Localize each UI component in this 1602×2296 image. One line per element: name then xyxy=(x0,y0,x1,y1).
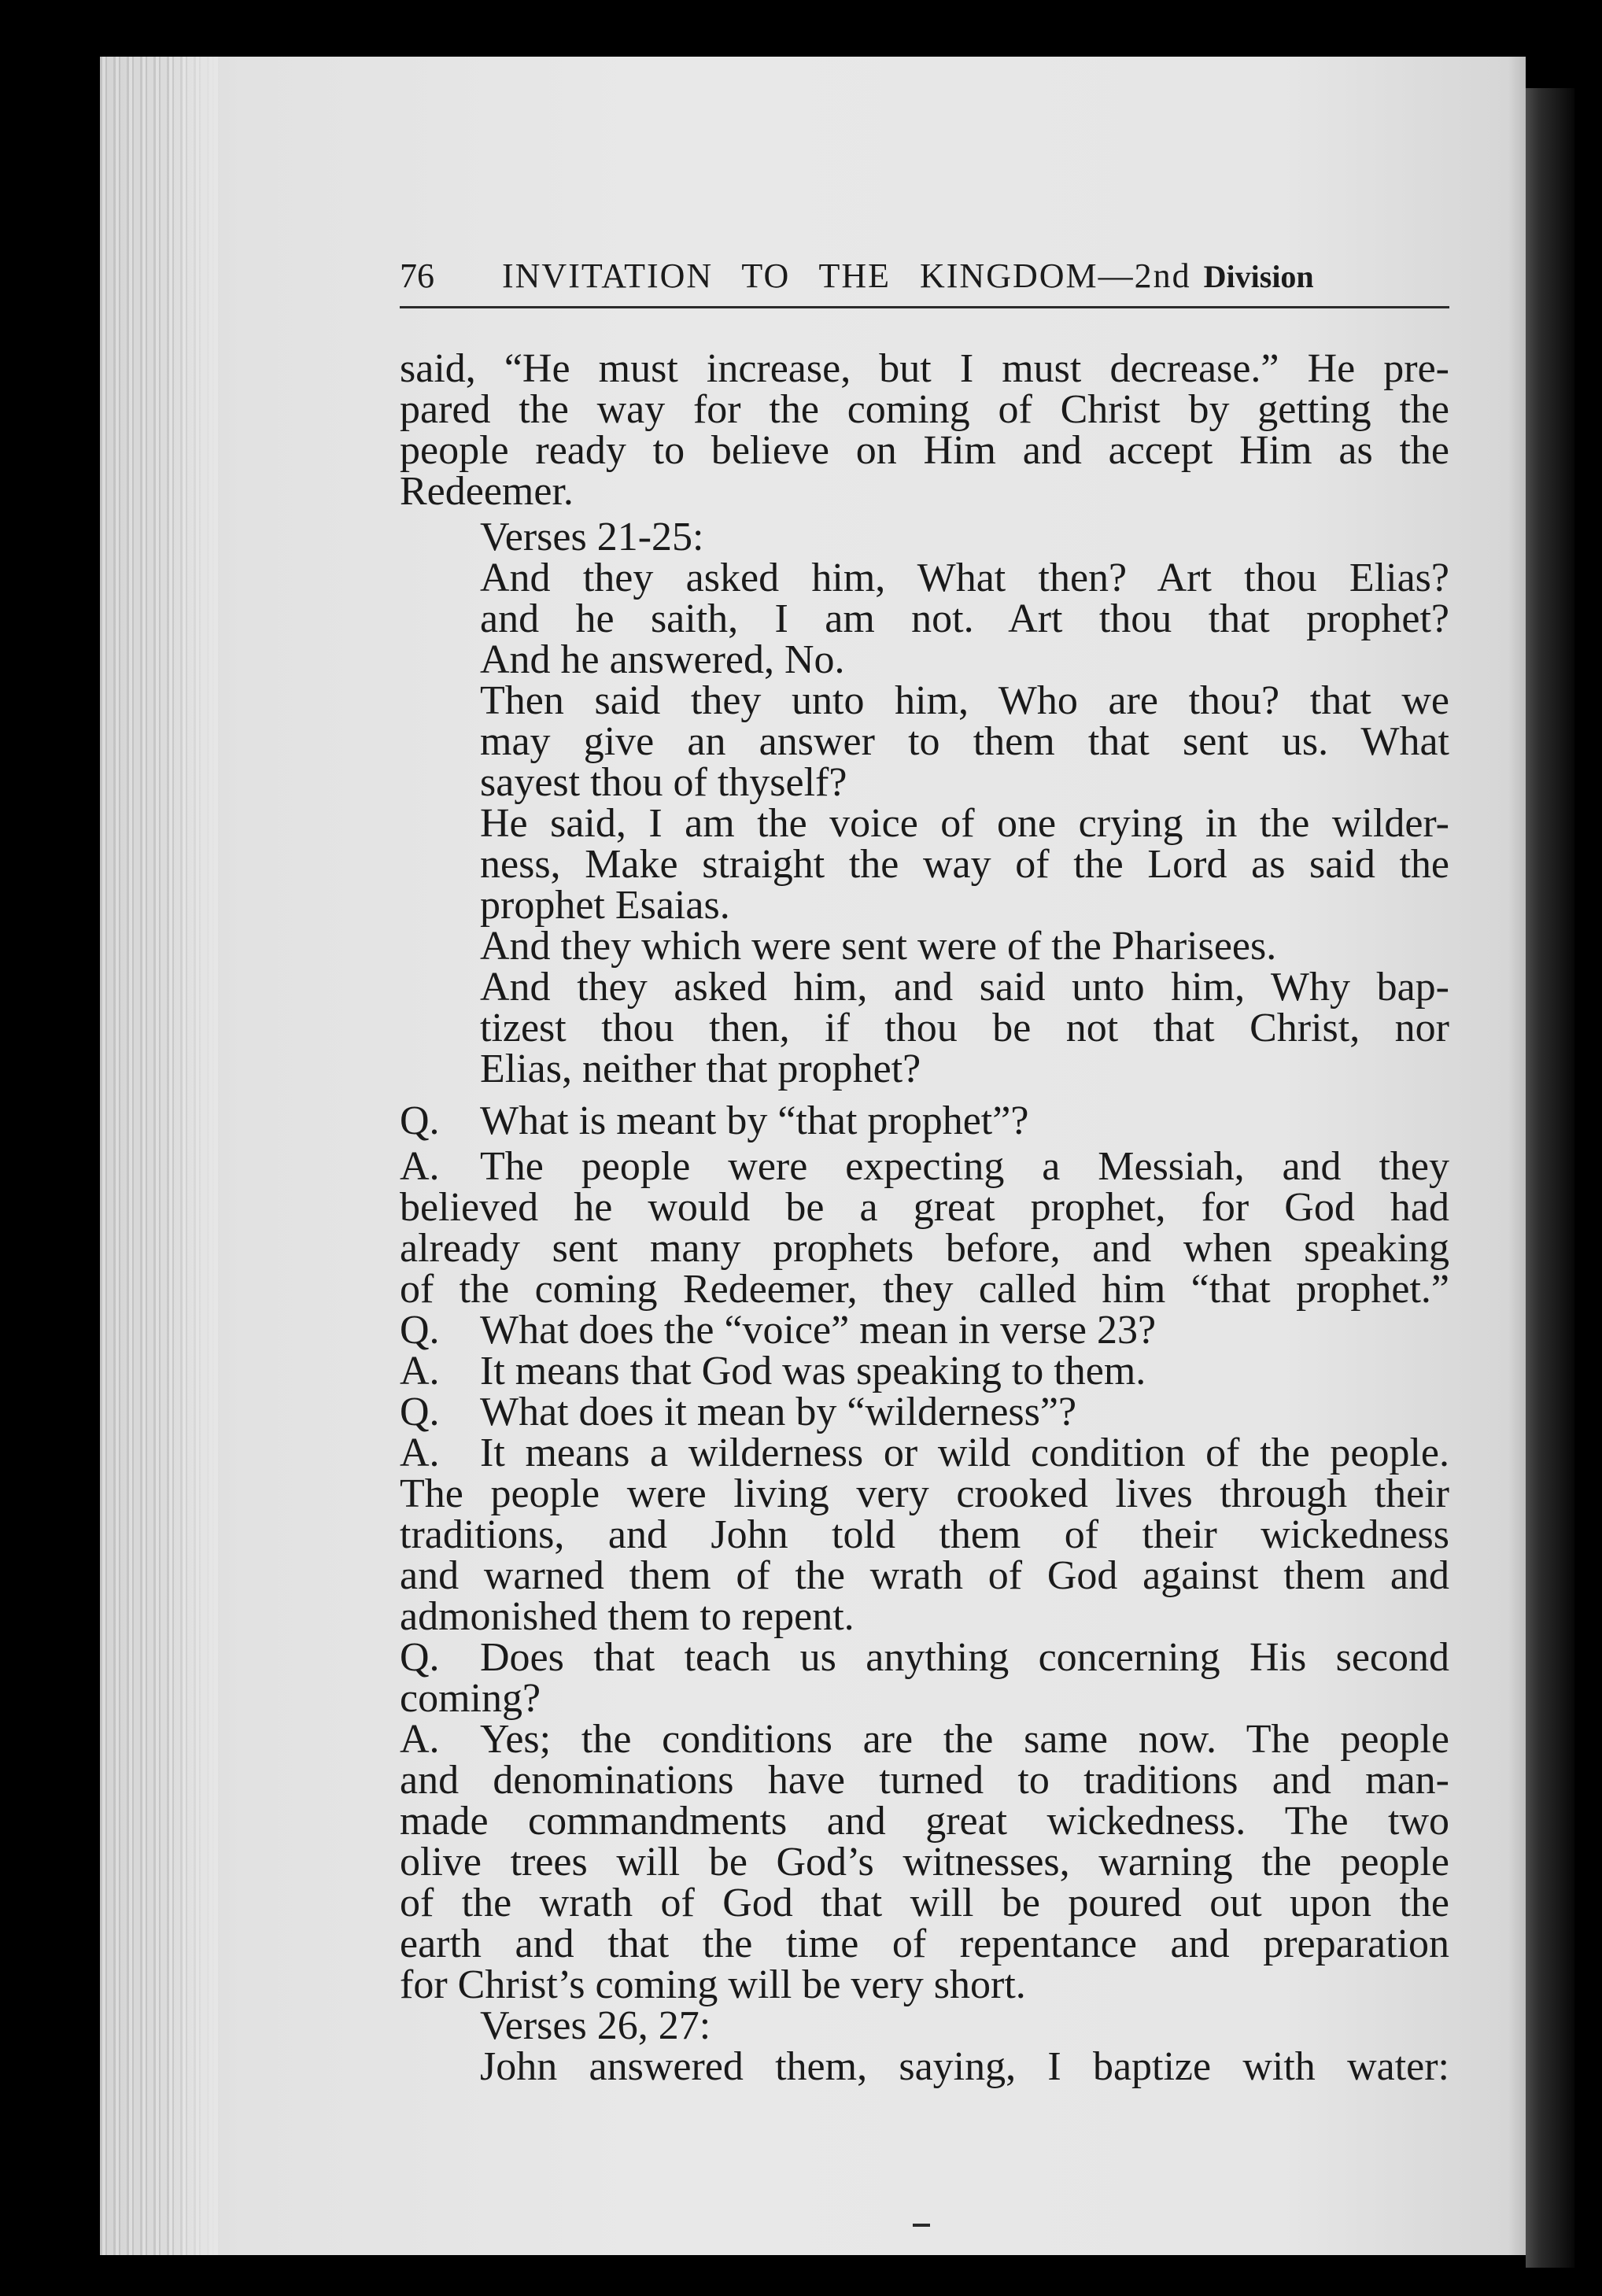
running-head xyxy=(400,253,1449,299)
answer-text: The people were expecting a Messiah, and they xyxy=(480,1144,1449,1189)
question-line xyxy=(400,1392,1449,1433)
verse-line: ness, Make straight the way of the Lord as said the xyxy=(480,842,1449,887)
text-line: olive trees will be God’s witnesses, warning the people xyxy=(400,1840,1449,1884)
body-text xyxy=(400,346,1449,2089)
verse-line: prophet Esaias. xyxy=(480,883,730,928)
running-head-title xyxy=(502,253,1314,300)
text-line: earth and that the time of repentance and preparation xyxy=(400,1921,1449,1966)
text-line: coming? xyxy=(400,1676,541,1721)
verse-line: may give an answer to them that sent us. What xyxy=(480,719,1449,764)
question-text: What does the “voice” mean in verse 23? xyxy=(480,1308,1157,1353)
text-line: believed he would be a great prophet, for God had xyxy=(400,1185,1449,1230)
answer-label: A. xyxy=(400,1144,440,1189)
verse-line: Elias, neither that prophet? xyxy=(480,1046,921,1091)
text-line: and warned them of the wrath of God against them and xyxy=(400,1553,1449,1598)
question-text: What does it mean by “wilderness”? xyxy=(480,1390,1077,1434)
scan-speck xyxy=(913,2224,930,2227)
text-line: of the wrath of God that will be poured out upon the xyxy=(400,1881,1449,1925)
answer-line xyxy=(400,1430,1449,1475)
text-line: pared the way for the coming of Christ by getting the xyxy=(400,387,1449,432)
question-label: Q. xyxy=(400,1635,440,1680)
answer-label: A. xyxy=(400,1717,440,1762)
question-text: Does that teach us anything concerning His second xyxy=(480,1635,1449,1680)
page-number: 76 xyxy=(400,257,434,295)
text-line: The people were living very crooked lives through their xyxy=(400,1471,1449,1516)
text-line: Redeemer. xyxy=(400,469,574,514)
text-line: traditions, and John told them of their wickedness xyxy=(400,1512,1449,1557)
text-line: people ready to believe on Him and accept Him as the xyxy=(400,428,1449,473)
answer-text: Yes; the conditions are the same now. The people xyxy=(480,1717,1449,1762)
verse-heading: Verses 26, 27: xyxy=(480,2003,711,2048)
verse-line: And they asked him, and said unto him, Why bap- xyxy=(480,965,1449,1010)
answer-text: It means a wilderness or wild condition of the people. xyxy=(480,1430,1449,1475)
verse-line: Then said they unto him, Who are thou? that we xyxy=(480,678,1449,723)
answer-line xyxy=(400,1146,1449,1187)
text-line: admonished them to repent. xyxy=(400,1594,855,1639)
verse-heading: Verses 21-25: xyxy=(480,515,704,559)
head-rule xyxy=(400,306,1449,308)
text-line: for Christ’s coming will be very short. xyxy=(400,1962,1026,2007)
division-label: Division xyxy=(1203,259,1314,294)
binding-gutter xyxy=(100,57,218,2255)
question-line xyxy=(400,1310,1449,1351)
answer-line xyxy=(400,1719,1449,1760)
question-label: Q. xyxy=(400,1390,440,1434)
verse-line: tizest thou then, if thou be not that Christ, nor xyxy=(480,1006,1449,1050)
verse-line: And they asked him, What then? Art thou Elias? xyxy=(480,556,1449,600)
next-leaf-edge xyxy=(1526,88,1574,2268)
verse-line: And they which were sent were of the Pharisees. xyxy=(480,924,1277,969)
question-text: What is meant by “that prophet”? xyxy=(480,1098,1029,1143)
text-line: said, “He must increase, but I must decrease.” He pre- xyxy=(400,346,1449,391)
text-line: of the coming Redeemer, they called him “that prophet.” xyxy=(400,1267,1449,1312)
question-label: Q. xyxy=(400,1308,440,1353)
question-line xyxy=(400,1098,1449,1143)
question-line xyxy=(400,1637,1449,1678)
answer-line xyxy=(400,1351,1449,1392)
book-title: INVITATION TO THE KINGDOM—2nd xyxy=(502,257,1191,295)
answer-text: It means that God was speaking to them. xyxy=(480,1349,1146,1393)
question-label: Q. xyxy=(400,1098,440,1143)
text-line: and denominations have turned to traditions and man- xyxy=(400,1758,1449,1803)
answer-label: A. xyxy=(400,1430,440,1475)
verse-line: John answered them, saying, I baptize with water: xyxy=(480,2044,1449,2089)
answer-label: A. xyxy=(400,1349,440,1393)
verse-line: and he saith, I am not. Art thou that prophet? xyxy=(480,596,1449,641)
text-line: already sent many prophets before, and when speaking xyxy=(400,1226,1449,1271)
text-line: made commandments and great wickedness. The two xyxy=(400,1799,1449,1844)
verse-line: And he answered, No. xyxy=(480,637,845,682)
verse-line: sayest thou of thyself? xyxy=(480,760,847,805)
verse-line: He said, I am the voice of one crying in the wilder- xyxy=(480,801,1449,846)
